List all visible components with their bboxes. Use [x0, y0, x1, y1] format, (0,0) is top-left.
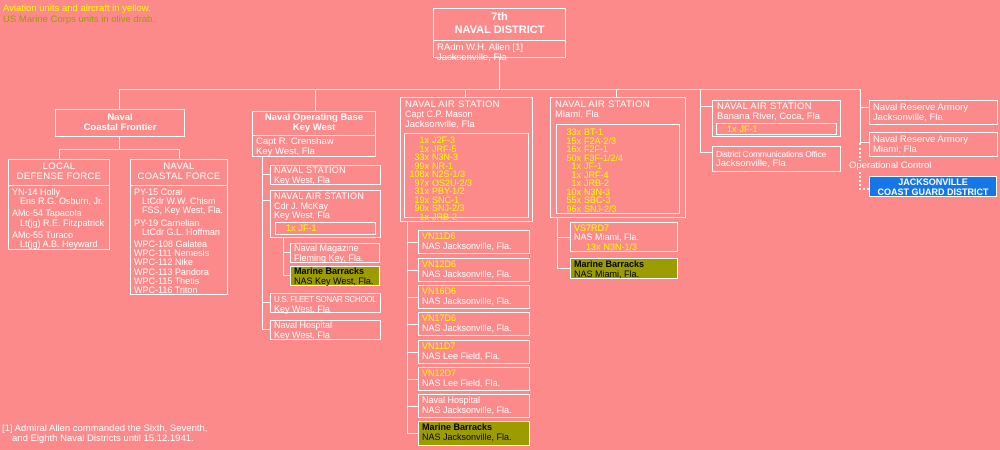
cg-title-line1: JACKSONVILLE [898, 177, 968, 187]
ncforce-unit: PY-19 Carnelian LtCdr G.L. Hoffman [134, 217, 220, 237]
aircraft-type: N3N-1/3 [603, 241, 638, 252]
aircraft-type: N3N-3 [432, 152, 459, 162]
box-vn11d6: VN11D6 NAS Jacksonville, Fla. [418, 230, 530, 254]
aircraft-count: 13x [586, 241, 601, 252]
aircraft-type: F2A-2/3 [584, 135, 617, 146]
connector [262, 329, 270, 330]
ncforce-title-line2: COASTAL FORCE [137, 171, 221, 182]
box-fleet-sonar-school: U.S. FLEET SONAR SCHOOL Key West, Fla [270, 293, 381, 313]
box-nas-key-west: NAVAL AIR STATION Cdr J. McKay Key West, Fla 1x JF-1 [270, 190, 381, 238]
box-marine-barracks-jacksonville: Marine Barracks NAS Jacksonville, Fla. [418, 421, 530, 446]
aircraft-count: 33x [566, 127, 581, 137]
connector [283, 238, 284, 276]
aircraft-count: 19x [414, 194, 429, 205]
connector [59, 149, 180, 150]
connector [557, 268, 570, 269]
aircraft-type: PBY-1/2 [432, 186, 465, 196]
aircraft-count: 33x [414, 152, 429, 162]
dotted-connector [859, 188, 869, 190]
connector [119, 89, 861, 90]
aircraft-count: 96x [566, 203, 581, 214]
connector [860, 89, 861, 143]
aircraft-count: 31x [414, 186, 429, 196]
connector [407, 433, 418, 434]
aircraft-count: 90x [414, 203, 429, 213]
connector [262, 302, 270, 303]
ncf-title-line2: Coastal Frontier [83, 122, 157, 133]
aircraft-count: 55x [566, 195, 581, 205]
box-7th-naval-district [433, 8, 566, 63]
connector [407, 222, 408, 433]
aircraft-count: 1x [286, 223, 296, 233]
box-naval-hospital-jacksonville: Naval Hospital NAS Jacksonville, Fla. [418, 394, 530, 418]
box-vs7rd7: VS7RD7 NAS Miami, Fla. 13x N3N-1/3 [570, 222, 678, 252]
connector [262, 174, 270, 175]
connector [119, 137, 120, 149]
aircraft-count: 15x [566, 135, 581, 146]
box-vn12d7: VN12D7 NAS Lee Field, Fla. [418, 367, 530, 391]
aircraft-type: SNC-1 [432, 194, 460, 205]
district-title-line1: 7th [491, 11, 508, 23]
box-vn17d6: VN17D6 NAS Jacksonville, Fla. [418, 312, 530, 336]
box-naval-station-key-west: NAVAL STATION Key West, Fla [270, 165, 381, 185]
aircraft-count: 108x [409, 169, 429, 179]
box-naval-magazine: Naval Magazine Fleming Key, Fla. [290, 243, 380, 263]
ldf-unit: YN-14 Holly Ens R.G. Osburn, Jr. [12, 187, 104, 207]
box-vn11d7: VN11D7 NAS Lee Field, Fla. [418, 340, 530, 364]
connector [407, 406, 418, 407]
aircraft-count: 1x [727, 124, 737, 134]
aircraft-type: JF-1 [298, 223, 317, 233]
box-nas-jacksonville: NAVAL AIR STATION Capt C.P. Mason Jacksonville, Fla 1x J2F-3 1x JRF-5 33x N3N-3 99x NR-1 108x N2S-1/3 97x OS2U-2/3 31x PBY-1/2 19x SNC-1 90x SNJ-2/3 1x JRB-2 [400, 97, 533, 222]
nob-title-line2: Key West [292, 122, 336, 133]
box-nas-banana-river: NAVAL AIR STATION Banana River, Coca, Fla 1x JF-1 [712, 100, 841, 137]
aircraft-count: 50x [566, 152, 581, 163]
box-naval-hospital-key-west: Naval Hospital Key West, Fla [270, 320, 381, 340]
connector [860, 142, 869, 143]
connector [557, 237, 570, 238]
connector [700, 106, 712, 107]
connector [119, 89, 120, 109]
aircraft-count: 1x [419, 143, 429, 154]
box-district-comms-office: District Communications Office Jacksonville, Fla [712, 146, 841, 172]
nas-miami-aircraft-box [556, 124, 680, 214]
aircraft-type: N3N-3 [584, 186, 611, 197]
aircraft-count: 1x [571, 178, 581, 188]
aircraft-type: F2F-1 [584, 144, 609, 154]
nob-title-line1: Naval Operating Base [264, 112, 364, 123]
aircraft-type: OS2U-2/3 [432, 177, 473, 188]
aircraft-count: 99x [414, 160, 429, 171]
connector [407, 379, 418, 380]
aircraft-count: 1x [419, 135, 429, 145]
district-commander: RAdm W.H. Allen [1] [437, 42, 524, 53]
aircraft-type: BT-1 [584, 127, 604, 137]
box-reserve-armory-jacksonville: Naval Reserve Armory Jacksonville, Fla [869, 100, 998, 125]
aircraft-type: NR-1 [432, 160, 454, 171]
operational-control-label: Operational Control [849, 160, 932, 171]
aircraft-type: JRF-4 [584, 169, 609, 180]
aircraft-type: JRB-2 [432, 211, 458, 222]
nob-commander: Capt R. Crenshaw [256, 136, 334, 147]
ncforce-unit: PY-15 Coral LtCdr W.W. Chism FSS, Key West, Fla. [134, 187, 223, 216]
nas-key-west-aircraft-box [275, 222, 376, 235]
connector [407, 242, 418, 243]
connector [407, 324, 418, 325]
box-coast-guard-district [869, 176, 997, 197]
aircraft-type: SBC-3 [584, 195, 611, 205]
ldf-title-line1: LOCAL [42, 161, 76, 172]
cg-title-line2: COAST GUARD DISTRICT [877, 186, 989, 197]
aircraft-type: JF-1 [584, 161, 602, 171]
box-vn12d6: VN12D6 NAS Jacksonville, Fla. [418, 258, 530, 282]
aircraft-type: JRB-2 [584, 178, 610, 188]
district-location: Jacksonville, Fla [437, 52, 507, 63]
connector [262, 200, 270, 201]
box-reserve-armory-miami: Naval Reserve Armory Miami, Fla [869, 132, 998, 157]
connector [860, 107, 869, 108]
aircraft-type: SNJ-2/3 [432, 203, 465, 213]
box-naval-coastal-frontier [55, 109, 185, 137]
box-marine-barracks-key-west: Marine Barracks NAS Key West, Fla. [290, 266, 380, 286]
aircraft-type: SNJ-2/3 [584, 203, 617, 214]
box-vn16d6: VN16D6 NAS Jacksonville, Fla. [418, 285, 530, 309]
district-title-line2: NAVAL DISTRICT [454, 24, 545, 36]
aircraft-count: 97x [414, 177, 429, 188]
connector [179, 149, 180, 159]
aircraft-type: F3F-1/2/4 [584, 152, 624, 163]
box-nob-key-west [252, 111, 376, 157]
box-marine-barracks-miami: Marine Barracks NAS Miami, Fla. [570, 258, 678, 279]
ncforce-title-line1: NAVAL [163, 161, 195, 172]
footnote: [1] Admiral Allen commanded the Sixth, Seventh, and Eighth Naval Districts until 15.12.1941. [2, 423, 208, 444]
connector [557, 218, 558, 268]
aircraft-type: JRF-5 [432, 143, 457, 154]
connector [283, 275, 290, 276]
connector [407, 297, 418, 298]
connector [315, 89, 316, 111]
connector [407, 270, 418, 271]
box-local-defense-force [8, 159, 110, 250]
nob-location: Key West, Fla [256, 146, 315, 157]
connector [59, 149, 60, 159]
legend-aviation: Aviation units and aircraft in yellow. [3, 3, 151, 14]
connector [700, 89, 701, 153]
aircraft-count: 1x [571, 161, 581, 171]
aircraft-type: JF-1 [739, 124, 758, 134]
box-nas-miami: NAVAL AIR STATION Miami, Fla 33x BT-1 15x F2A-2/3 16x F2F-1 50x F3F-1/2/4 1x JF-1 1x JRF-4 1x JRB-2 10x N3N-3 55x SBC-3 96x SNJ-2/3 [550, 97, 686, 218]
aircraft-count: 10x [566, 186, 581, 197]
connector [283, 252, 290, 253]
connector [700, 152, 712, 153]
ldf-unit: AMc-54 Tapacola Lt(jg) R.E. Fitzpatrick [12, 208, 105, 228]
aircraft-type: J2F-3 [432, 135, 456, 145]
ncf-title-line1: Naval [107, 112, 133, 123]
aircraft-count: 16x [566, 144, 581, 154]
connector [262, 157, 263, 330]
ncforce-cutters: WPC-108 Galatea WPC-111 Nemesis WPC-112 Nike WPC-113 Pandora WPC-115 Thetis WPC-116 Triton [134, 239, 210, 296]
aircraft-type: N2S-1/3 [432, 169, 466, 179]
ldf-title-line2: DEFENSE FORCE [16, 171, 102, 182]
legend-usmc: US Marine Corps units in olive drab. [3, 14, 156, 25]
connector [407, 352, 418, 353]
aircraft-count: 1x [571, 169, 581, 180]
aircraft-count: 1x [419, 211, 429, 222]
ldf-unit: AMc-55 Turaco Lt(jg) A.B. Heyward [12, 229, 98, 250]
nas-jacksonville-aircraft-box [404, 133, 529, 222]
box-naval-coastal-force [130, 159, 228, 295]
nas-banana-river-aircraft-box [716, 123, 837, 135]
